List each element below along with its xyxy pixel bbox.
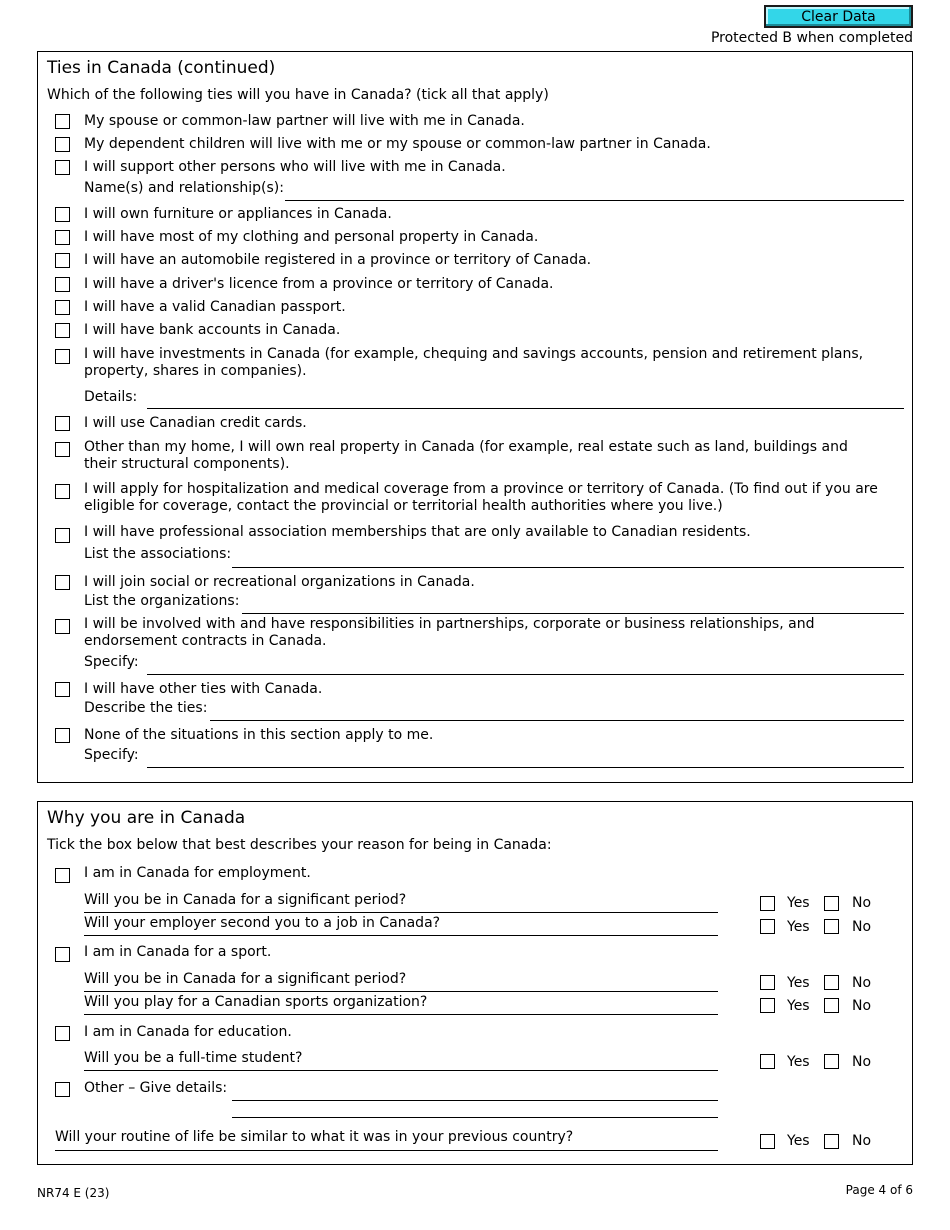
ties-checkbox-business[interactable] xyxy=(55,619,70,634)
routine-yes-label: Yes xyxy=(787,1133,810,1149)
emp-q1-no-checkbox[interactable] xyxy=(824,896,839,911)
associations-input[interactable] xyxy=(232,567,904,568)
emp-q2-yes-label: Yes xyxy=(787,919,810,935)
describe-ties-label: Describe the ties: xyxy=(84,700,208,716)
routine-question-underline xyxy=(55,1150,718,1151)
emp-q1-yes-label: Yes xyxy=(787,895,810,911)
sport-question-2-underline xyxy=(84,1014,718,1015)
routine-no-checkbox[interactable] xyxy=(824,1134,839,1149)
sport-q1-no-checkbox[interactable] xyxy=(824,975,839,990)
reason-checkbox-employment[interactable] xyxy=(55,868,70,883)
reason-label-employment: I am in Canada for employment. xyxy=(84,865,311,881)
emp-q2-no-checkbox[interactable] xyxy=(824,919,839,934)
reason-checkbox-education[interactable] xyxy=(55,1026,70,1041)
sport-q2-no-label: No xyxy=(852,998,872,1014)
emp-question-2-underline xyxy=(84,935,718,936)
ties-label-clothing: I will have most of my clothing and personal property in Canada. xyxy=(84,229,539,245)
other-details-input-2[interactable] xyxy=(232,1117,718,1118)
details-label: Details: xyxy=(84,389,138,405)
ties-label-support: I will support other persons who will live with me in Canada. xyxy=(84,159,506,175)
ties-checkbox-spouse[interactable] xyxy=(55,114,70,129)
ties-label-investments: I will have investments in Canada (for example, chequing and savings accounts, pension and retirement plans, property, shares in companies). xyxy=(84,346,864,379)
ties-label-real-property: Other than my home, I will own real property in Canada (for example, real estate such as land, buildings and their structural components). xyxy=(84,439,848,472)
organizations-label: List the organizations: xyxy=(84,593,240,609)
ties-checkbox-none[interactable] xyxy=(55,728,70,743)
page-number: Page 4 of 6 xyxy=(845,1183,913,1197)
sport-question-2: Will you play for a Canadian sports organization? xyxy=(84,994,428,1010)
ties-checkbox-other-ties[interactable] xyxy=(55,682,70,697)
ties-label-social: I will join social or recreational organizations in Canada. xyxy=(84,574,475,590)
ties-label-bank: I will have bank accounts in Canada. xyxy=(84,322,341,338)
ties-label-licence: I will have a driver's licence from a province or territory of Canada. xyxy=(84,276,554,292)
names-relationships-label: Name(s) and relationship(s): xyxy=(84,180,284,196)
ties-label-spouse: My spouse or common-law partner will live with me in Canada. xyxy=(84,113,525,129)
ties-label-furniture: I will own furniture or appliances in Canada. xyxy=(84,206,392,222)
ties-checkbox-investments[interactable] xyxy=(55,349,70,364)
describe-ties-input[interactable] xyxy=(210,720,904,721)
ties-label-passport: I will have a valid Canadian passport. xyxy=(84,299,346,315)
ties-checkbox-passport[interactable] xyxy=(55,300,70,315)
specify-business-input[interactable] xyxy=(147,674,904,675)
edu-q1-yes-checkbox[interactable] xyxy=(760,1054,775,1069)
emp-q1-no-label: No xyxy=(852,895,872,911)
sport-q2-yes-label: Yes xyxy=(787,998,810,1014)
routine-yes-checkbox[interactable] xyxy=(760,1134,775,1149)
ties-section-intro: Which of the following ties will you have in Canada? (tick all that apply) xyxy=(47,87,549,103)
ties-label-children: My dependent children will live with me or my spouse or common-law partner in Canada. xyxy=(84,136,711,152)
ties-checkbox-licence[interactable] xyxy=(55,277,70,292)
sport-q2-no-checkbox[interactable] xyxy=(824,998,839,1013)
names-relationships-input[interactable] xyxy=(285,200,904,201)
emp-question-1: Will you be in Canada for a significant period? xyxy=(84,892,407,908)
ties-checkbox-automobile[interactable] xyxy=(55,253,70,268)
reason-label-sport: I am in Canada for a sport. xyxy=(84,944,272,960)
ties-checkbox-bank[interactable] xyxy=(55,323,70,338)
ties-checkbox-support[interactable] xyxy=(55,160,70,175)
sport-q1-no-label: No xyxy=(852,975,872,991)
emp-q2-yes-checkbox[interactable] xyxy=(760,919,775,934)
reason-checkbox-other[interactable] xyxy=(55,1082,70,1097)
ties-checkbox-real-property[interactable] xyxy=(55,442,70,457)
ties-section-title: Ties in Canada (continued) xyxy=(47,58,276,78)
sport-question-1-underline xyxy=(84,991,718,992)
ties-label-business: I will be involved with and have responsibilities in partnerships, corporate or business relationships, and endorsement contracts in Canada. xyxy=(84,616,815,649)
ties-checkbox-social[interactable] xyxy=(55,575,70,590)
why-section-intro: Tick the box below that best describes your reason for being in Canada: xyxy=(47,837,552,853)
emp-q2-no-label: No xyxy=(852,919,872,935)
ties-label-other-ties: I will have other ties with Canada. xyxy=(84,681,323,697)
ties-checkbox-credit[interactable] xyxy=(55,416,70,431)
why-section-title: Why you are in Canada xyxy=(47,808,246,828)
edu-question-1-underline xyxy=(84,1070,718,1071)
routine-question: Will your routine of life be similar to what it was in your previous country? xyxy=(55,1129,574,1145)
ties-label-hospitalization: I will apply for hospitalization and medical coverage from a province or territory of Canada. (To find out if you are eligible for coverage, contact the provincial or territorial health authorities where you live.) xyxy=(84,481,878,514)
edu-q1-yes-label: Yes xyxy=(787,1054,810,1070)
edu-q1-no-checkbox[interactable] xyxy=(824,1054,839,1069)
sport-q1-yes-checkbox[interactable] xyxy=(760,975,775,990)
emp-question-2: Will your employer second you to a job in Canada? xyxy=(84,915,441,931)
ties-checkbox-hospitalization[interactable] xyxy=(55,484,70,499)
clear-data-button[interactable]: Clear Data xyxy=(764,5,913,28)
emp-question-1-underline xyxy=(84,912,718,913)
routine-no-label: No xyxy=(852,1133,872,1149)
sport-q1-yes-label: Yes xyxy=(787,975,810,991)
specify-none-label: Specify: xyxy=(84,747,139,763)
ties-label-none: None of the situations in this section apply to me. xyxy=(84,727,434,743)
specify-business-label: Specify: xyxy=(84,654,139,670)
reason-label-other: Other – Give details: xyxy=(84,1080,228,1096)
ties-checkbox-children[interactable] xyxy=(55,137,70,152)
sport-q2-yes-checkbox[interactable] xyxy=(760,998,775,1013)
ties-label-automobile: I will have an automobile registered in a province or territory of Canada. xyxy=(84,252,592,268)
edu-q1-no-label: No xyxy=(852,1054,872,1070)
ties-checkbox-furniture[interactable] xyxy=(55,207,70,222)
reason-label-education: I am in Canada for education. xyxy=(84,1024,292,1040)
reason-checkbox-sport[interactable] xyxy=(55,947,70,962)
emp-q1-yes-checkbox[interactable] xyxy=(760,896,775,911)
other-details-input-1[interactable] xyxy=(232,1100,718,1101)
organizations-input[interactable] xyxy=(242,613,904,614)
edu-question-1: Will you be a full-time student? xyxy=(84,1050,303,1066)
ties-checkbox-clothing[interactable] xyxy=(55,230,70,245)
ties-label-professional: I will have professional association memberships that are only available to Canadian residents. xyxy=(84,524,751,540)
specify-none-input[interactable] xyxy=(147,767,904,768)
ties-label-credit: I will use Canadian credit cards. xyxy=(84,415,307,431)
sport-question-1: Will you be in Canada for a significant period? xyxy=(84,971,407,987)
protected-notice: Protected B when completed xyxy=(710,30,913,46)
details-input[interactable] xyxy=(147,408,904,409)
associations-label: List the associations: xyxy=(84,546,232,562)
form-id: NR74 E (23) xyxy=(37,1186,110,1200)
ties-checkbox-professional[interactable] xyxy=(55,528,70,543)
